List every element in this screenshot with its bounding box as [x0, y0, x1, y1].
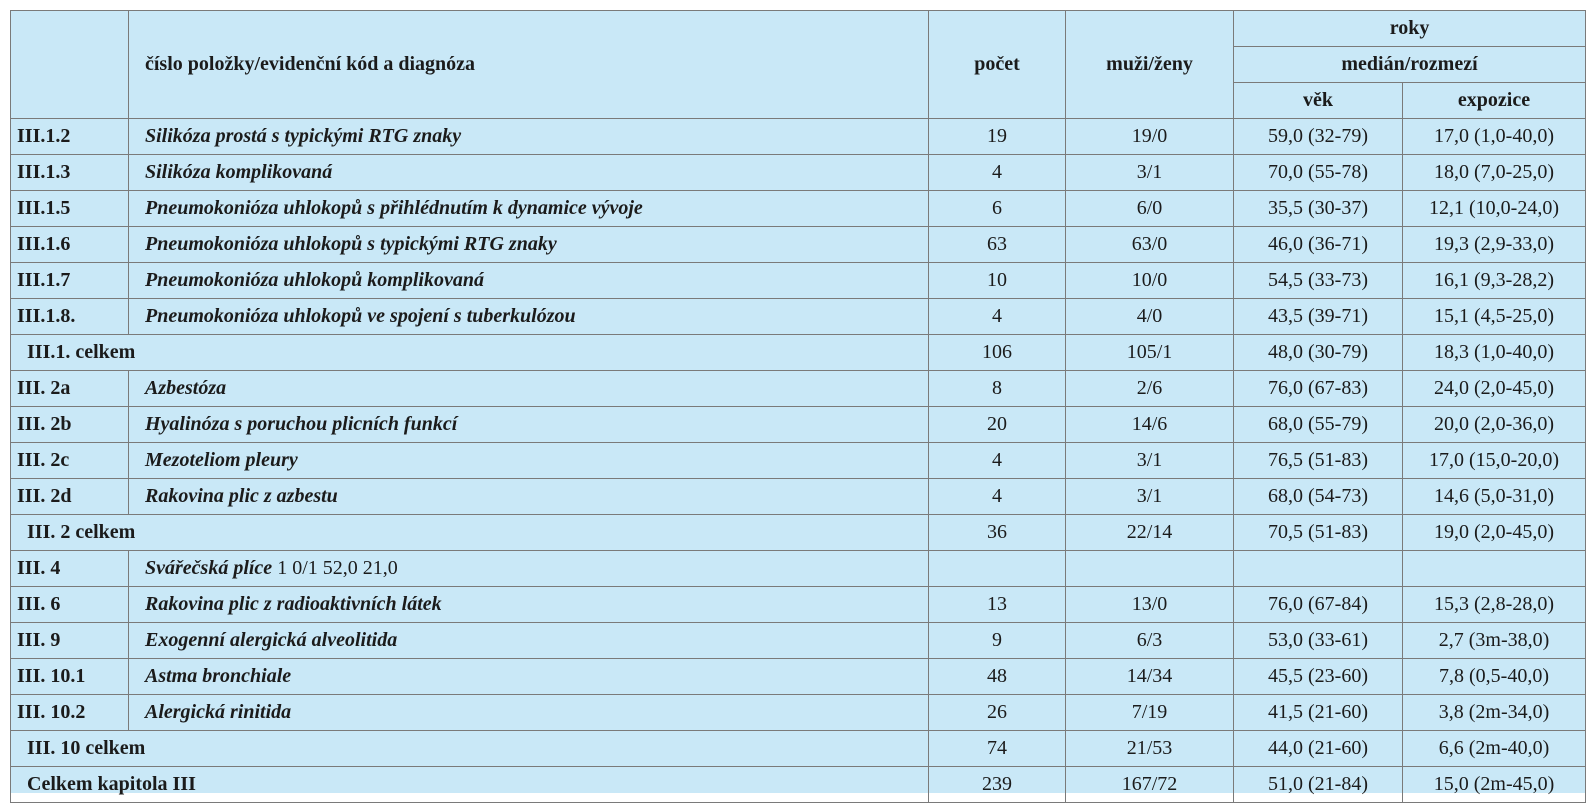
- table-row: [11, 587, 1586, 623]
- item-code-cell: III. 4: [11, 551, 129, 587]
- age-cell: 43,5 (39-71): [1234, 299, 1403, 335]
- men-women-cell: 14/6: [1066, 407, 1234, 443]
- exposure-cell: 15,0 (2m-45,0): [1403, 767, 1586, 803]
- men-women-cell: 105/1: [1066, 335, 1234, 371]
- age-cell: 70,0 (55-78): [1234, 155, 1403, 191]
- age-cell: 48,0 (30-79): [1234, 335, 1403, 371]
- exposure-cell: 17,0 (1,0-40,0): [1403, 119, 1586, 155]
- diagnosis-cell: Astma bronchiale: [129, 659, 929, 695]
- count-cell: 9: [929, 623, 1066, 659]
- item-code-cell: III.1.5: [11, 191, 129, 227]
- item-code-cell: III. 10.1: [11, 659, 129, 695]
- age-cell: 68,0 (54-73): [1234, 479, 1403, 515]
- exposure-cell: [1403, 551, 1586, 587]
- item-code-cell: III.1.3: [11, 155, 129, 191]
- age-cell: 76,0 (67-83): [1234, 371, 1403, 407]
- item-code-cell: III.1.8.: [11, 299, 129, 335]
- diagnosis-cell: Pneumokonióza uhlokopů komplikovaná: [129, 263, 929, 299]
- diagnosis-name: Svářečská plíce: [145, 557, 273, 579]
- total-row: [11, 731, 1586, 767]
- count-cell: 20: [929, 407, 1066, 443]
- count-cell: 10: [929, 263, 1066, 299]
- count-cell: 6: [929, 191, 1066, 227]
- total-label-cell: Celkem kapitola III: [11, 767, 929, 803]
- header-age: věk: [1234, 83, 1403, 119]
- diagnosis-cell: Alergická rinitida: [129, 695, 929, 731]
- diagnosis-cell: Mezoteliom pleury: [129, 443, 929, 479]
- men-women-cell: 19/0: [1066, 119, 1234, 155]
- men-women-cell: 6/3: [1066, 623, 1234, 659]
- occupational-disease-table-container: [10, 10, 1585, 793]
- diagnosis-cell: Exogenní alergická alveolitida: [129, 623, 929, 659]
- men-women-cell: 4/0: [1066, 299, 1234, 335]
- table-row: [11, 479, 1586, 515]
- age-cell: 44,0 (21-60): [1234, 731, 1403, 767]
- exposure-cell: 19,3 (2,9-33,0): [1403, 227, 1586, 263]
- exposure-cell: 18,0 (7,0-25,0): [1403, 155, 1586, 191]
- men-women-cell: 22/14: [1066, 515, 1234, 551]
- table-row: [11, 443, 1586, 479]
- count-cell: 48: [929, 659, 1066, 695]
- men-women-cell: 3/1: [1066, 155, 1234, 191]
- men-women-cell: 14/34: [1066, 659, 1234, 695]
- exposure-cell: 15,1 (4,5-25,0): [1403, 299, 1586, 335]
- count-cell: 239: [929, 767, 1066, 803]
- age-cell: 51,0 (21-84): [1234, 767, 1403, 803]
- exposure-cell: 12,1 (10,0-24,0): [1403, 191, 1586, 227]
- diagnosis-cell: Azbestóza: [129, 371, 929, 407]
- count-cell: 8: [929, 371, 1066, 407]
- total-row: [11, 515, 1586, 551]
- header-code-cell: [11, 11, 129, 119]
- item-code-cell: III. 2d: [11, 479, 129, 515]
- header-diagnosis: číslo položky/evidenční kód a diagnóza: [129, 11, 929, 119]
- diagnosis-cell: Rakovina plic z radioaktivních látek: [129, 587, 929, 623]
- exposure-cell: 18,3 (1,0-40,0): [1403, 335, 1586, 371]
- item-code-cell: III.1.2: [11, 119, 129, 155]
- men-women-cell: 13/0: [1066, 587, 1234, 623]
- item-code-cell: III. 2c: [11, 443, 129, 479]
- men-women-cell: 3/1: [1066, 443, 1234, 479]
- count-cell: 13: [929, 587, 1066, 623]
- men-women-cell: [1066, 551, 1234, 587]
- age-cell: 70,5 (51-83): [1234, 515, 1403, 551]
- header-years: roky: [1234, 11, 1586, 47]
- item-code-cell: III.1.7: [11, 263, 129, 299]
- table-row: [11, 299, 1586, 335]
- diagnosis-cell: Pneumokonióza uhlokopů ve spojení s tuberkulózou: [129, 299, 929, 335]
- table-row: [11, 263, 1586, 299]
- count-cell: 106: [929, 335, 1066, 371]
- total-label-cell: III. 2 celkem: [11, 515, 929, 551]
- item-code-cell: III. 9: [11, 623, 129, 659]
- age-cell: 68,0 (55-79): [1234, 407, 1403, 443]
- age-cell: 54,5 (33-73): [1234, 263, 1403, 299]
- table-body: [11, 119, 1586, 803]
- exposure-cell: 15,3 (2,8-28,0): [1403, 587, 1586, 623]
- header-exposure: expozice: [1403, 83, 1586, 119]
- item-code-cell: III.1.6: [11, 227, 129, 263]
- age-cell: 76,0 (67-84): [1234, 587, 1403, 623]
- age-cell: 45,5 (23-60): [1234, 659, 1403, 695]
- table-row: [11, 155, 1586, 191]
- count-cell: 4: [929, 479, 1066, 515]
- item-code-cell: III. 2a: [11, 371, 129, 407]
- count-cell: 4: [929, 299, 1066, 335]
- age-cell: 35,5 (30-37): [1234, 191, 1403, 227]
- diagnosis-cell: Silikóza komplikovaná: [129, 155, 929, 191]
- total-row: [11, 335, 1586, 371]
- count-cell: 63: [929, 227, 1066, 263]
- diagnosis-cell: Pneumokonióza uhlokopů s typickými RTG znaky: [129, 227, 929, 263]
- count-cell: [929, 551, 1066, 587]
- exposure-cell: 2,7 (3m-38,0): [1403, 623, 1586, 659]
- age-cell: 41,5 (21-60): [1234, 695, 1403, 731]
- count-cell: 26: [929, 695, 1066, 731]
- count-cell: 4: [929, 443, 1066, 479]
- exposure-cell: 14,6 (5,0-31,0): [1403, 479, 1586, 515]
- table-header: [11, 11, 1586, 119]
- total-label-cell: III. 10 celkem: [11, 731, 929, 767]
- exposure-cell: 3,8 (2m-34,0): [1403, 695, 1586, 731]
- count-cell: 19: [929, 119, 1066, 155]
- age-cell: 53,0 (33-61): [1234, 623, 1403, 659]
- table-row: [11, 695, 1586, 731]
- item-code-cell: III. 6: [11, 587, 129, 623]
- header-men-women: muži/ženy: [1066, 11, 1234, 119]
- header-count: počet: [929, 11, 1066, 119]
- table-row: [11, 227, 1586, 263]
- age-cell: 46,0 (36-71): [1234, 227, 1403, 263]
- age-cell: [1234, 551, 1403, 587]
- men-women-cell: 21/53: [1066, 731, 1234, 767]
- age-cell: 59,0 (32-79): [1234, 119, 1403, 155]
- exposure-cell: 20,0 (2,0-36,0): [1403, 407, 1586, 443]
- diagnosis-cell: [129, 551, 929, 587]
- men-women-cell: 167/72: [1066, 767, 1234, 803]
- diagnosis-cell: Rakovina plic z azbestu: [129, 479, 929, 515]
- exposure-cell: 7,8 (0,5-40,0): [1403, 659, 1586, 695]
- count-cell: 74: [929, 731, 1066, 767]
- table-row: [11, 551, 1586, 587]
- table-row: [11, 119, 1586, 155]
- men-women-cell: 7/19: [1066, 695, 1234, 731]
- total-label-cell: III.1. celkem: [11, 335, 929, 371]
- table-row: [11, 659, 1586, 695]
- table-row: [11, 191, 1586, 227]
- table-row: [11, 371, 1586, 407]
- age-cell: 76,5 (51-83): [1234, 443, 1403, 479]
- count-cell: 4: [929, 155, 1066, 191]
- table-row: [11, 623, 1586, 659]
- item-code-cell: III. 2b: [11, 407, 129, 443]
- total-row: [11, 767, 1586, 803]
- exposure-cell: 17,0 (15,0-20,0): [1403, 443, 1586, 479]
- men-women-cell: 63/0: [1066, 227, 1234, 263]
- exposure-cell: 19,0 (2,0-45,0): [1403, 515, 1586, 551]
- men-women-cell: 3/1: [1066, 479, 1234, 515]
- inline-values: 1 0/1 52,0 21,0: [272, 557, 398, 579]
- exposure-cell: 6,6 (2m-40,0): [1403, 731, 1586, 767]
- table-row: [11, 407, 1586, 443]
- occupational-disease-table: [10, 10, 1586, 803]
- diagnosis-cell: Pneumokonióza uhlokopů s přihlédnutím k dynamice vývoje: [129, 191, 929, 227]
- men-women-cell: 6/0: [1066, 191, 1234, 227]
- diagnosis-cell: Hyalinóza s poruchou plicních funkcí: [129, 407, 929, 443]
- men-women-cell: 10/0: [1066, 263, 1234, 299]
- item-code-cell: III. 10.2: [11, 695, 129, 731]
- header-median-range: medián/rozmezí: [1234, 47, 1586, 83]
- exposure-cell: 16,1 (9,3-28,2): [1403, 263, 1586, 299]
- diagnosis-cell: Silikóza prostá s typickými RTG znaky: [129, 119, 929, 155]
- count-cell: 36: [929, 515, 1066, 551]
- men-women-cell: 2/6: [1066, 371, 1234, 407]
- exposure-cell: 24,0 (2,0-45,0): [1403, 371, 1586, 407]
